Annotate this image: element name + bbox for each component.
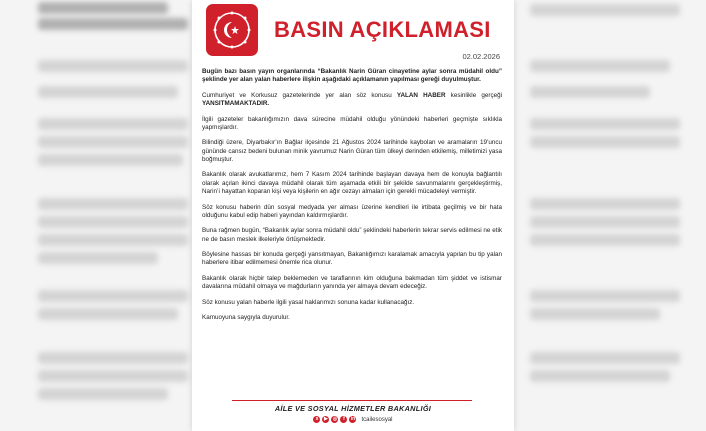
paragraph-background: Bilindiği üzere, Diyarbakır’ın Bağlar ilçesinde 21 Ağustos 2024 tarihinde kaybolan ve aramaların 19’uncu gününde cansız bedeni bulunan minik yavrumuz Narin Güran tüm ülkeyi derinden etkilemiş, milletimizi yasa boğmuştur.	[202, 139, 502, 163]
release-body	[202, 68, 502, 330]
paragraph-request: Böylesine hassas bir konuda gerçeği yansıtmayan, Bakanlığımızı karalamak amacıyla yapılan bu tip yalan haberlere itibar edilmemesi önemle rica olunur.	[202, 251, 502, 267]
press-release-document	[192, 0, 514, 431]
social-handle[interactable]: tcailesosyal	[361, 416, 393, 423]
linkedin-icon[interactable]: in	[350, 416, 356, 422]
paragraph-ethics: Buna rağmen bugün, “Bakanlık aylar sonra müdahil oldu” şeklindeki haberlerin tekrar servis edilmesi ne etik ne de basın meslek ilkeleriyle örtüşmektedir.	[202, 227, 502, 243]
social-links	[192, 416, 514, 423]
paragraph-lawyers: Bakanlık olarak avukatlarımız, hem 7 Kasım 2024 tarihinde başlayan davaya hem de konuyla bağlantılı olarak açılan ikinci davaya müdahil olarak tüm aşamada etkili bir şekilde savunmalarını gerçekleştirmiş, Narin’i hayattan koparan kişi veya kişilerin en ağır cezayı almaları için gerekli mücadeleyi vermiştir.	[202, 171, 502, 196]
paragraph-history: İlgili gazeteler bakanlığımızın dava sürecine müdahil olduğu yönündeki haberleri geçmişte sıklıkla yapmışlardır.	[202, 115, 502, 131]
youtube-icon[interactable]: ▶	[324, 416, 328, 422]
x-icon[interactable]: x	[313, 416, 320, 423]
footer-divider	[232, 400, 472, 401]
paragraph-intro: Bugün bazı basın yayın organlarında “Bakanlık Narin Güran cinayetine aylar sonra müdahil oldu” şeklinde yer alan yalan haberlere ilişkin aşağıdaki açıklamanın yapılması gereği duyulmuştur.	[202, 68, 502, 84]
page-title: BASIN AÇIKLAMASI	[274, 17, 491, 42]
ministry-name: AİLE VE SOSYAL HİZMETLER BAKANLIĞI	[274, 404, 432, 413]
paragraph-contact: Söz konusu haberin dün sosyal medyada yer alması üzerine kendileri ile irtibata geçilmiş ve bir hata olduğunu kabul edip haberi yayından kaldırmışlardır.	[202, 203, 502, 219]
release-date: 02.02.2026	[462, 52, 500, 61]
ministry-logo-icon	[206, 4, 258, 56]
instagram-icon[interactable]: ◎	[332, 416, 338, 422]
paragraph-closing: Kamuoyuna saygıyla duyurulur.	[202, 314, 290, 322]
paragraph-legal: Söz konusu yalan haberle ilgili yasal haklarımızı sonuna kadar kullanacağız.	[202, 298, 415, 306]
paragraph-commitment: Bakanlık olarak hiçbir talep beklemeden ve taraflarının kim olduğuna bakmadan tüm şiddet ve istismar davalarına müdahil olmaya ve mağdurların yanında yer almaya devam edeceğiz.	[202, 274, 502, 291]
paragraph-fake-news: Cumhuriyet ve Korkusuz gazetelerinde yer alan söz konusu YALAN HABER kesinlikle gerçeği YANSITMAMAKTADIR.	[202, 91, 503, 108]
facebook-icon[interactable]: f	[340, 416, 347, 423]
